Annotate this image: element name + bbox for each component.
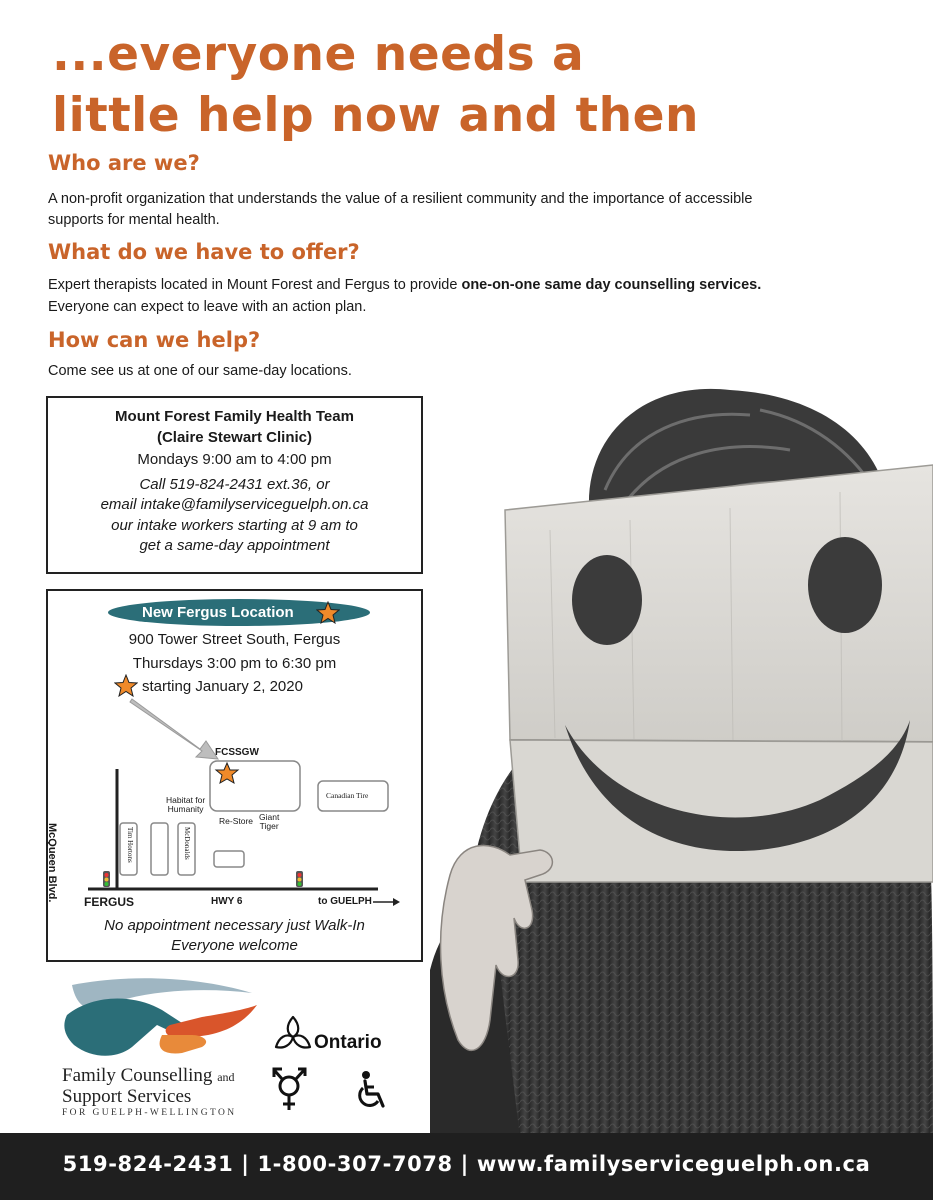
traffic-light-icon-left (103, 871, 110, 887)
footer-contact: 519-824-2431 | 1-800-307-7078 | www.familyserviceguelph.on.ca (62, 1152, 871, 1176)
headline-line-1: ...everyone needs a (52, 27, 585, 82)
fergus-address: 900 Tower Street South, Fergus (128, 631, 341, 648)
map-label-fcssgw: FCSSGW (215, 747, 259, 758)
mount-forest-name: Mount Forest Family Health Team (115, 408, 354, 425)
map-label-canadian-tire: Canadian Tire (326, 791, 369, 800)
gender-inclusive-icon (271, 1064, 311, 1114)
traffic-light-icon-right (296, 871, 303, 887)
map-label-fergus: FERGUS (84, 895, 135, 909)
fcssgw-star-icon (216, 763, 238, 783)
fergus-walkin-line-2: Everyone welcome (171, 937, 298, 954)
fergus-walkin-line-1: No appointment necessary just Walk-In (104, 917, 365, 934)
offer-text-bold: one-on-one same day counselling services. (461, 277, 762, 293)
map-label-giant-line-2: Tiger (259, 821, 279, 831)
fergus-start-date: starting January 2, 2020 (142, 678, 303, 695)
map-label-giant-line-1: Giant (259, 812, 280, 822)
map-label-to-guelph: to GUELPH (318, 896, 372, 907)
offer-text-line-2: Everyone can expect to leave with an action plan. (48, 299, 367, 315)
handshake-logo-icon (62, 975, 262, 1063)
map-label-giant-tiger (259, 813, 279, 831)
map-label-restore: Re-Store (219, 816, 254, 826)
map-label-habitat (166, 796, 205, 814)
mount-forest-intake: our intake workers starting at 9 am to (111, 516, 358, 534)
fergus-hours: Thursdays 3:00 pm to 6:30 pm (132, 655, 337, 672)
mount-forest-hours: Mondays 9:00 am to 4:00 pm (137, 451, 332, 468)
fergus-banner-label: New Fergus Location (142, 604, 294, 621)
mount-forest-info-box (46, 396, 423, 574)
mount-forest-email: email intake@familyserviceguelph.on.ca (100, 496, 369, 513)
offer-heading: What do we have to offer? (48, 240, 360, 264)
org-name-and: and (217, 1070, 235, 1084)
offer-text-line-1 (48, 275, 761, 296)
who-text-line-1: A non-profit organization that understands the value of a resilient community and the importance of accessible (48, 191, 753, 207)
org-subtitle: FOR GUELPH-WELLINGTON (62, 1108, 237, 1118)
smiley-box-photo (430, 370, 933, 1138)
help-text: Come see us at one of our same-day locations. (48, 363, 352, 379)
map-label-mcqueen: McQueen Blvd. (46, 823, 58, 903)
org-name-line-2: Support Services (62, 1086, 192, 1107)
unlabeled-building (151, 823, 168, 875)
trillium-icon (273, 1015, 313, 1051)
smiley-box-illustration (430, 370, 933, 1138)
guelph-arrowhead (393, 898, 400, 906)
mount-forest-appointment: get a same-day appointment (139, 537, 330, 554)
org-name-line-1 (62, 1066, 262, 1087)
who-heading: Who are we? (48, 151, 200, 175)
map-label-habitat-line-1: Habitat for (166, 795, 206, 805)
footer-bar (0, 1133, 933, 1200)
fergus-info-box (46, 589, 423, 962)
headline-line-2: little help now and then (52, 88, 699, 143)
map-label-mcdonalds: McDonalds (183, 827, 191, 860)
help-heading: How can we help? (48, 328, 261, 352)
fcssgw-building (210, 761, 300, 811)
mount-forest-call: Call 519-824-2431 ext.36, or (139, 475, 330, 493)
headline (52, 24, 772, 146)
who-text-line-2: supports for mental health. (48, 212, 220, 228)
map-label-habitat-line-2: Humanity (167, 804, 204, 814)
map-label-hwy6: HWY 6 (211, 896, 243, 907)
offer-text-start: Expert therapists located in Mount Forest and Fergus to provide (48, 277, 462, 293)
ontario-wordmark: Ontario (314, 1032, 382, 1053)
wheelchair-accessible-icon (354, 1070, 388, 1112)
map-label-tim-hortons: Tim Hortons (126, 827, 134, 863)
org-name-start: Family Counselling (62, 1065, 213, 1086)
small-building (214, 851, 244, 867)
mount-forest-clinic: (Claire Stewart Clinic) (156, 428, 313, 446)
